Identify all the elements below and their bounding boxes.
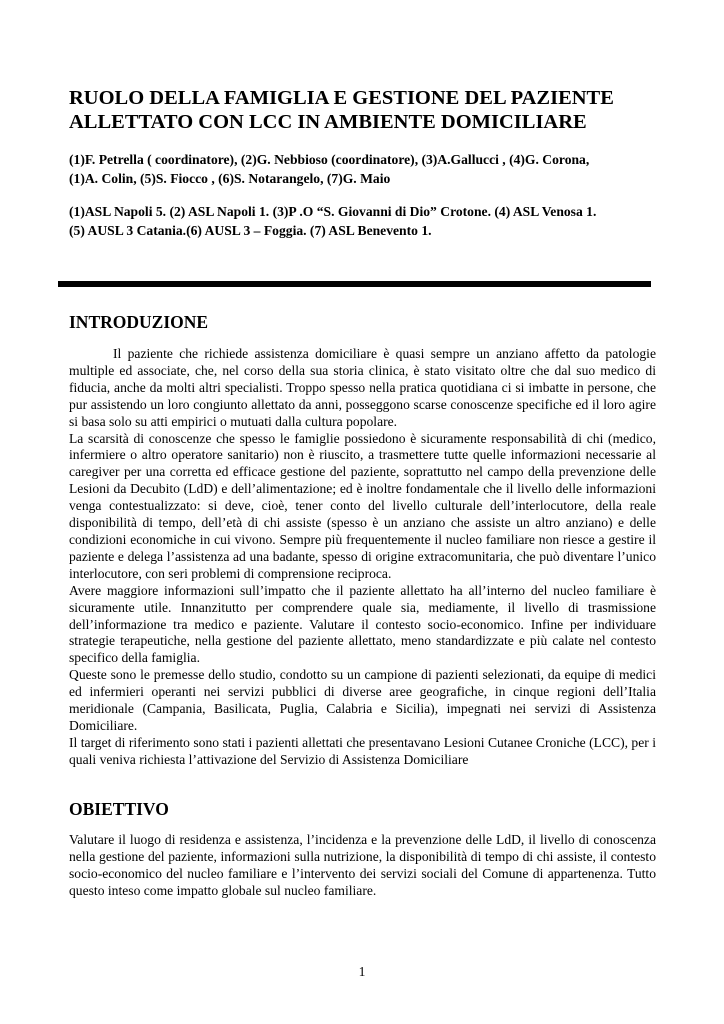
section-heading-obiettivo: OBIETTIVO — [69, 799, 169, 819]
authors-line-1: (1)F. Petrella ( coordinatore), (2)G. Nebbioso (coordinatore), (3)A.Gallucci , (4)G. Corona, — [69, 152, 590, 167]
paragraph: Avere maggiore informazioni sull’impatto che il paziente allettato ha all’interno del nucleo familiare è sicuramente utile. Innanzitutto per comprendere quale sia, mediamente, il livello di trasmissione dell’informazione tra medico e paziente. Valutare il contesto socio-economico. Infine per individuare strategie terapeutiche, nella gestione del paziente allettato, meno standardizzate e più calate nel contesto specifico della famiglia. — [69, 582, 656, 666]
author-list — [69, 150, 669, 188]
paragraph: Valutare il luogo di residenza e assistenza, l’incidenza e la prevenzione delle LdD, il livello di conoscenza nella gestione del paziente, informazioni sulla nutrizione, la disponibilità di tempo di chi assiste, il contesto socio-economico del nucleo familiare e l’intervento dei servizi sociali del Comune di appartenenza. Tutto questo inteso come impatto globale sul nucleo familiare. — [69, 832, 656, 898]
section-heading-introduzione: INTRODUZIONE — [69, 312, 209, 332]
authors-line-2: (1)A. Colin, (5)S. Fiocco , (6)S. Notarangelo, (7)G. Maio — [69, 171, 391, 186]
title-line-2: ALLETTATO CON LCC IN AMBIENTE DOMICILIARE — [69, 111, 587, 133]
page-number: 1 — [358, 964, 366, 979]
paper-title — [69, 86, 669, 134]
paragraph: Queste sono le premesse dello studio, condotto su un campione di pazienti selezionati, da equipe di medici ed infermieri operanti nei servizi pubblici di diverse aree geografiche, in cinque regioni dell’Italia meridionale (Campania, Basilicata, Puglia, Calabria e Sicilia), impegnati nei servizi di Assistenza Domiciliare. — [69, 667, 656, 733]
affiliation-list — [69, 202, 669, 240]
affiliations-line-1: (1)ASL Napoli 5. (2) ASL Napoli 1. (3)P .O “S. Giovanni di Dio” Crotone. (4) ASL Venosa 1. — [69, 204, 597, 219]
paragraph: La scarsità di conoscenze che spesso le famiglie possiedono è sicuramente responsabilità di chi (medico, infermiere o altro operatore sanitario) non è riuscito, a trasmettere tutte quelle informazioni necessarie al caregiver per una corretta ed efficace gestione del paziente, soprattutto nel campo della prevenzione delle Lesioni da Decubito (LdD) e dell’alimentazione; ed è inoltre fondamentale che il livello delle informazioni venga contestualizzato: si deve, cioè, tener conto del livello culturale dell’interlocutore, della reale disponibilità di tempo, dell’età di chi assiste (spesso è un anziano che assiste un altro anziano) e delle condizioni economiche in cui vivono. Sempre più frequentemente il nucleo familiare non riesce a gestire il paziente e delega l’assistenza ad una badante, spesso di origine extracomunitaria, che può diventare l’unico interlocutore, con seri problemi di comprensione reciproca. — [69, 430, 656, 581]
title-line-1: RUOLO DELLA FAMIGLIA E GESTIONE DEL PAZIENTE — [69, 87, 614, 109]
paragraph: Il target di riferimento sono stati i pazienti allettati che presentavano Lesioni Cutanee Croniche (LCC), per i quali veniva richiesta l’attivazione del Servizio di Assistenza Domiciliare — [69, 734, 656, 767]
section-body-introduzione — [69, 346, 656, 769]
affiliations-line-2: (5) AUSL 3 Catania.(6) AUSL 3 – Foggia. (7) ASL Benevento 1. — [69, 223, 432, 238]
horizontal-divider — [58, 281, 651, 287]
paragraph: Il paziente che richiede assistenza domiciliare è quasi sempre un anziano affetto da patologie multiple ed associate, che, nel corso della sua storia clinica, è stato visitato oltre che dal suo medico di fiducia, anche da molti altri specialisti. Troppo spesso nella pratica quotidiana ci si imbatte in persone, che pur assistendo un loro congiunto allettato da anni, posseggono scarse conoscenze specifiche ed il loro agire si basa solo su atti empirici o mutuati dalla cultura popolare. — [69, 346, 656, 429]
section-body-obiettivo — [69, 832, 656, 900]
